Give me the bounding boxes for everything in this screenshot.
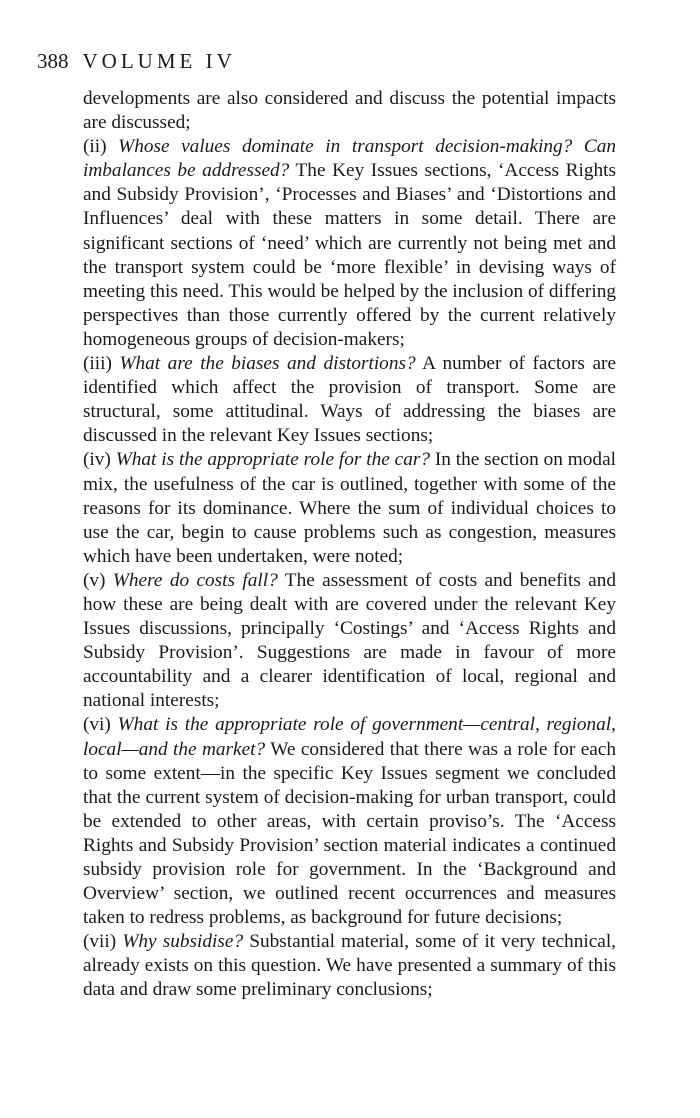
paragraph-vii	[83, 930, 616, 1002]
item-question: Why subsidise?	[122, 931, 244, 953]
paragraph-ii	[83, 135, 616, 352]
item-question: What is the appropriate role of government—central, regional, local—and the market?	[83, 714, 616, 760]
body-text	[83, 87, 616, 1003]
item-label: (vii)	[83, 931, 123, 953]
item-label: (vi)	[83, 714, 118, 736]
paragraph-text: A number of factors are identified which affect the provision of transport. Some are structural, some attitudinal. Ways of addressing the biases are discussed in the relevant Key Issues sections;	[83, 353, 617, 447]
paragraph-intro	[83, 87, 616, 135]
paragraph-text: In the section on modal mix, the usefulness of the car is outlined, together with some of the reasons for its dominance. Where the sum of individual choices to use the car, begin to cause problems such as congestion, measures which have been undertaken, were noted;	[83, 449, 616, 567]
paragraph-v	[83, 569, 616, 714]
item-label: (iv)	[83, 449, 116, 471]
item-label: (ii)	[83, 136, 119, 158]
volume-title: VOLUME IV	[82, 49, 236, 73]
paragraph-iv	[83, 448, 616, 568]
item-label: (v)	[83, 569, 113, 591]
paragraph-text: The assessment of costs and benefits and how these are being dealt with are covered under the relevant Key Issues discussions, principally ‘Costings’ and ‘Access Rights and Subsidy Provision’. Suggestions are made in favour of more accountability and a clearer identification of local, regional and national interests;	[83, 569, 617, 712]
item-label: (iii)	[83, 353, 120, 375]
paragraph-text: The Key Issues sections, ‘Access Rights and Subsidy Provision’, ‘Processes and Biases’ and ‘Distortions and Influences’ deal with these matters in some detail. There are significant sections of ‘need’ which are currently not being met and the transport system could be ‘more flexible’ in devising ways of meeting this need. This would be helped by the inclusion of differing perspectives than those currently offered by the current relatively homogeneous groups of decision-makers;	[83, 160, 616, 350]
paragraph-iii	[83, 352, 616, 448]
paragraph-text: We considered that there was a role for each to some extent—in the specific Key Issues segment we concluded that the current system of decision-making for urban transport, could be extended to other areas, with certain proviso’s. The ‘Access Rights and Subsidy Provision’ section material indicates a continued subsidy provision role for government. In the ‘Background and Overview’ section, we outlined recent occurrences and measures taken to redress problems, as background for future decisions;	[83, 738, 617, 929]
page-number: 388	[37, 49, 69, 73]
item-question: Where do costs fall?	[112, 569, 278, 591]
paragraph-text: Substantial material, some of it very technical, already exists on this question. We have presented a summary of this data and draw some preliminary conclusions;	[83, 931, 616, 1001]
paragraph-text: developments are also considered and discuss the potential impacts are discussed;	[83, 88, 616, 134]
item-question: What are the biases and distortions?	[119, 353, 416, 375]
paragraph-vi	[83, 713, 616, 930]
running-head	[37, 48, 236, 74]
item-question: Whose values dominate in transport decision-making? Can imbalances be addressed?	[83, 136, 616, 182]
item-question: What is the appropriate role for the car?	[115, 449, 430, 471]
